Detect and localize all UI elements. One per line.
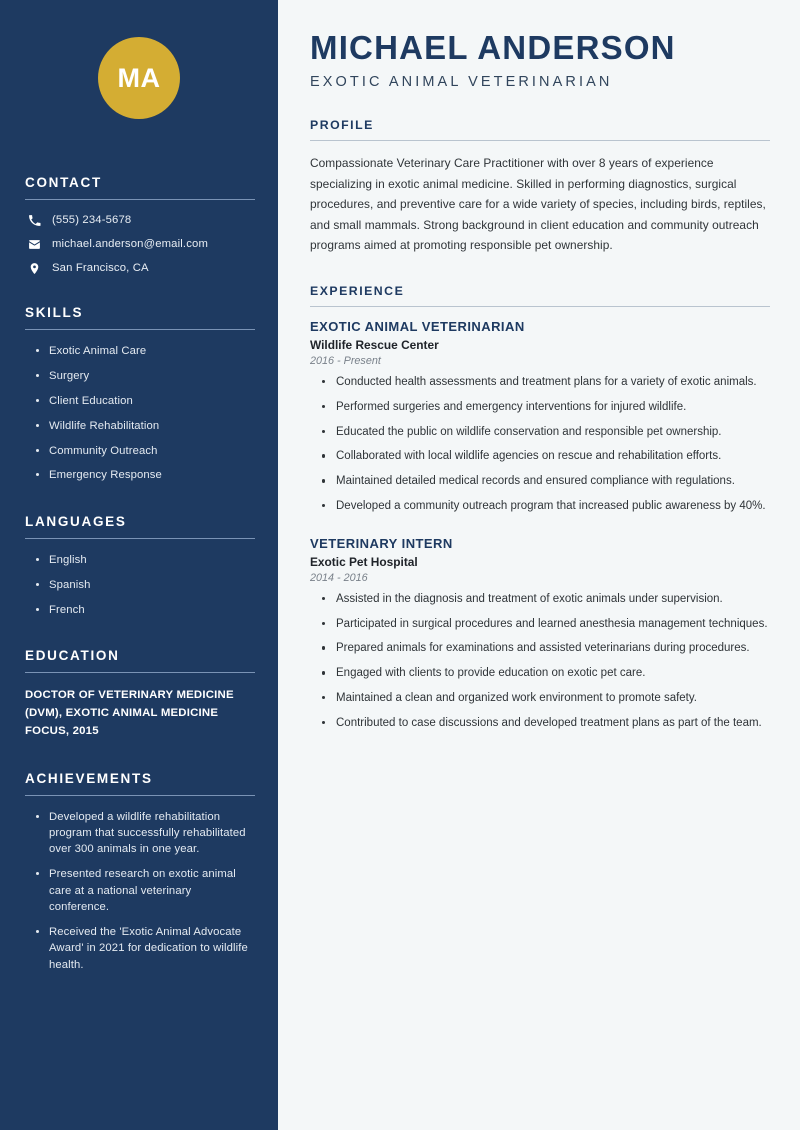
list-item: Conducted health assessments and treatment plans for a variety of exotic animals. <box>322 374 770 392</box>
sidebar-section-languages <box>25 514 253 618</box>
list-item: Engaged with clients to provide education on exotic pet care. <box>322 665 770 683</box>
avatar-container <box>25 0 253 119</box>
experience-divider <box>310 306 770 307</box>
list-item: Maintained a clean and organized work environment to promote safety. <box>322 690 770 708</box>
sidebar-section-skills <box>25 305 253 484</box>
section-profile <box>310 118 770 256</box>
job-bullet-list <box>310 591 770 733</box>
list-item: Exotic Animal Care <box>36 343 253 359</box>
sidebar-section-achievements <box>25 771 253 973</box>
education-degree: DOCTOR OF VETERINARY MEDICINE (DVM), EXOTIC ANIMAL MEDICINE FOCUS, 2015 <box>25 688 234 738</box>
experience-entry <box>310 319 770 516</box>
list-item: Community Outreach <box>36 443 253 459</box>
skills-divider <box>25 329 255 330</box>
list-item: Received the 'Exotic Animal Advocate Award' in 2021 for dedication to wildlife health. <box>36 924 253 973</box>
languages-heading: LANGUAGES <box>25 513 127 529</box>
job-dates: 2014 - 2016 <box>310 571 368 584</box>
list-item: Presented research on exotic animal care at a national veterinary conference. <box>36 866 253 915</box>
list-item: French <box>36 602 253 618</box>
list-item: Surgery <box>36 368 253 384</box>
contact-location-value: San Francisco, CA <box>52 262 149 274</box>
contact-email-value: michael.anderson@email.com <box>52 238 209 250</box>
job-role: EXOTIC ANIMAL VETERINARIAN <box>310 318 525 334</box>
job-company: Exotic Pet Hospital <box>310 554 418 569</box>
list-item: Developed a community outreach program that increased public awareness by 40%. <box>322 498 770 516</box>
section-experience <box>310 284 770 733</box>
map-pin-icon <box>27 261 41 275</box>
contact-item-phone[interactable] <box>25 213 253 227</box>
main-content <box>278 0 800 1130</box>
languages-list <box>25 552 253 618</box>
list-item: Developed a wildlife rehabilitation program that successfully rehabilitated over 300 animals in one year. <box>36 809 253 858</box>
experience-entry <box>310 536 770 733</box>
profile-text: Compassionate Veterinary Care Practitioner with over 8 years of experience specializing in exotic animal medicine. Skilled in performing diagnostics, surgical procedures, and preventive care for a wide variety of species, including birds, reptiles, and small mammals. Strong background in client education and community outreach programs aimed at promoting responsible pet ownership. <box>310 155 766 253</box>
contact-item-email[interactable] <box>25 237 253 251</box>
list-item: Assisted in the diagnosis and treatment of exotic animals under supervision. <box>322 591 770 609</box>
job-role: VETERINARY INTERN <box>310 535 453 551</box>
achievements-divider <box>25 795 255 796</box>
skills-heading: SKILLS <box>25 305 84 320</box>
experience-heading: EXPERIENCE <box>310 283 405 298</box>
achievements-heading: ACHIEVEMENTS <box>25 770 153 786</box>
list-item: Emergency Response <box>36 467 253 483</box>
job-company: Wildlife Rescue Center <box>310 337 439 352</box>
list-item: English <box>36 552 253 568</box>
list-item: Client Education <box>36 393 253 409</box>
contact-phone-value: (555) 234-5678 <box>52 214 132 226</box>
envelope-icon <box>27 237 41 251</box>
profile-divider <box>310 140 770 141</box>
professional-title: EXOTIC ANIMAL VETERINARIAN <box>310 73 613 90</box>
list-item: Prepared animals for examinations and assisted veterinarians during procedures. <box>322 640 770 658</box>
sidebar-section-contact <box>25 175 253 275</box>
list-item: Participated in surgical procedures and learned anesthesia management techniques. <box>322 616 770 634</box>
list-item: Performed surgeries and emergency interventions for injured wildlife. <box>322 399 770 417</box>
contact-heading: CONTACT <box>25 175 102 190</box>
list-item: Maintained detailed medical records and ensured compliance with regulations. <box>322 473 770 491</box>
skills-list <box>25 343 253 484</box>
profile-heading: PROFILE <box>310 117 374 132</box>
list-item: Spanish <box>36 577 253 593</box>
list-item: Contributed to case discussions and developed treatment plans as part of the team. <box>322 715 770 733</box>
languages-divider <box>25 538 255 539</box>
achievements-list <box>25 809 253 973</box>
phone-icon <box>27 213 41 227</box>
list-item: Collaborated with local wildlife agencies on rescue and rehabilitation efforts. <box>322 448 770 466</box>
education-divider <box>25 672 255 673</box>
list-item: Educated the public on wildlife conservation and responsible pet ownership. <box>322 424 770 442</box>
avatar: MA <box>98 37 180 119</box>
page-title: MICHAEL ANDERSON <box>310 29 676 66</box>
sidebar <box>0 0 278 1130</box>
job-dates: 2016 - Present <box>310 354 381 367</box>
contact-item-location[interactable] <box>25 261 253 275</box>
sidebar-section-education <box>25 648 253 741</box>
job-bullet-list <box>310 374 770 516</box>
education-heading: EDUCATION <box>25 647 120 663</box>
list-item: Wildlife Rehabilitation <box>36 418 253 434</box>
contact-divider <box>25 199 255 200</box>
